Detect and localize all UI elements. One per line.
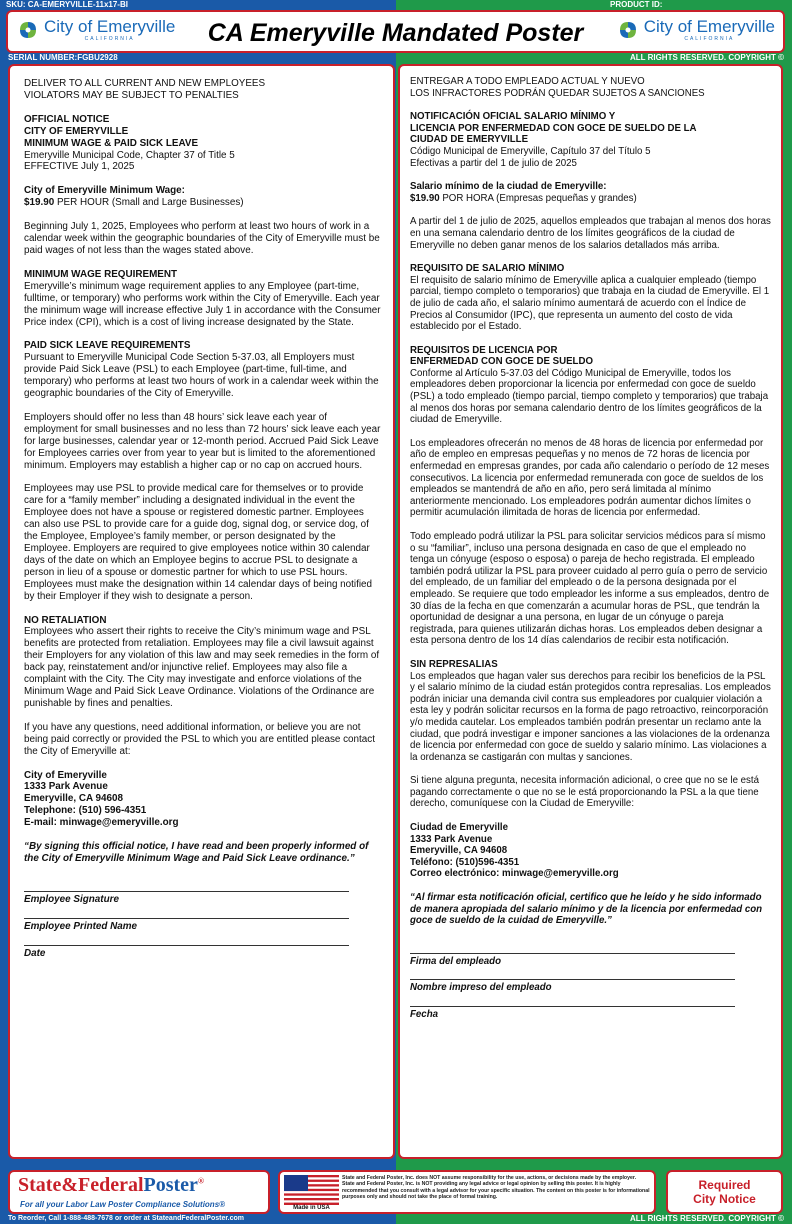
page-title: CA Emeryville Mandated Poster (207, 19, 584, 47)
contact-email: Correo electrónico: minwage@emeryville.org (410, 868, 619, 880)
notice-line-2: CITY OF EMERYVILLE (24, 125, 129, 137)
notice-line-3: CIUDAD DE EMERYVILLE (410, 134, 529, 146)
contact-city: Emeryville, CA 94608 (410, 845, 508, 857)
psl-hours-paragraph: Los empleadores ofrecerán no menos de 48 horas de licencia por enfermedad por año de empleo en empresas pequeñas y no menos de 72 horas de licencia por enfermedad en empresas grandes, por cada año calendario o período de 12 meses consecutivos. La licencia por enfermedad remunerada con goce de sueldos de los empleados se mantendrá de año en año, pero será limitada al mínimo anteriormente mencionado. Los empleadores podrán aumentar dichos límites o permitir acumulación ilimitada de horas de licencia por enfermedad. (410, 437, 770, 519)
section-heading: NO RETALIATION (24, 614, 107, 626)
made-in-usa: Made in USA (293, 1205, 330, 1211)
contact-block (410, 822, 771, 880)
minimum-wage-label: City of Emeryville Minimum Wage: (24, 185, 185, 197)
questions-paragraph: Si tiene alguna pregunta, necesita información adicional, o cree que no se le está pagando correctamente o que no se le está proporcionando la PSL a la que tiene derecho, comuníquese con la Ciudad de Emeryville: (410, 775, 759, 810)
violators-line: LOS INFRACTORES PODRÁN QUEDAR SUJETOS A SANCIONES (410, 87, 705, 99)
date-line[interactable]: Fecha (410, 1006, 735, 1021)
copyright-bottom: ALL RIGHTS RESERVED. COPYRIGHT © (629, 1214, 784, 1223)
intro-paragraph: Beginning July 1, 2025, Employees who perform at least two hours of work in a calendar week within the geographic boundaries of the City of Emeryville must be paid wages of not less than the wages stated above. (24, 221, 380, 256)
notice-line-3: MINIMUM WAGE & PAID SICK LEAVE (24, 137, 199, 149)
notice-line-1: NOTIFICACIÓN OFICIAL SALARIO MÍNIMO Y (410, 111, 616, 123)
logo-sub: CALIFORNIA (84, 36, 135, 42)
product-id-label: PRODUCT ID: (610, 0, 663, 9)
sku-label: SKU: CA-EMERYVILLE-11x17-BI (6, 0, 128, 9)
effective-line: EFFECTIVE July 1, 2025 (24, 161, 135, 173)
contact-city: Emeryville, CA 94608 (24, 793, 123, 805)
deliver-line: ENTREGAR A TODO EMPLEADO ACTUAL Y NUEVO (410, 76, 645, 87)
section-heading: PAID SICK LEAVE REQUIREMENTS (24, 340, 191, 352)
contact-name: City of Emeryville (24, 769, 107, 781)
section-body: Pursuant to Emeryville Municipal Code Section 5-37.03, all Employers must provide Paid Sick Leave (PSL) to each Employee (part-time, full-time, and temporary) who performs at least two hours of work in a calendar week within the geographic boundaries of the City of Emeryville. (24, 352, 379, 400)
section-heading: ENFERMEDAD CON GOCE DE SUELDO (410, 356, 593, 368)
city-notice-label: City Notice (693, 1192, 756, 1206)
contact-phone: Telephone: (510) 596-4351 (24, 805, 147, 817)
minimum-wage-label: Salario mínimo de la ciudad de Emeryville: (410, 181, 607, 193)
contact-phone: Teléfono: (510)596-4351 (410, 856, 520, 868)
required-notice-badge (666, 1170, 783, 1214)
disclaimer-text: State and Federal Poster, Inc. does NOT assume responsibility for the use, actions, or decisions made by the employer. State and Federal Poster, Inc. is NOT providing any legal advice or legal opinion by selling this poster. It is highly recommended that you consult with a legal advisor for your specific situation. The content on this poster is for informational purposes only and should not take the place of formal training. (342, 1175, 650, 1201)
psl-use-paragraph: Todo empleado podrá utilizar la PSL para solicitar servicios médicos para sí mismo o su “familiar”, incluso una persona designada en caso de que el empleado no tenga un cónyuge (esposo o esposa) o pareja de hecho registrada. El empleado también podrá utilizar la PSL para proveer cuidado al perro guía o perro de servicio del empleado, de un familiar del empleado o de la persona designada por el empleado. Se requiere que todo empleador les informe a sus empleados, dentro de 30 días de la fecha en que comenzarán a acumular horas de PSL, que tendrán la oportunidad de designar a una persona, en lugar de un cónyuge o pareja registrada, para quienes utilizarán dichas horas. Los empleados deben designar a esta persona dentro de los 14 días calendarios de recibir esta notificación. (410, 531, 770, 647)
section-heading: SIN REPRESALIAS (410, 658, 498, 670)
minimum-wage-rest: POR HORA (Empresas pequeñas y grandes) (439, 192, 637, 204)
section-body: Emeryville’s minimum wage requirement applies to any Employee (part-time, fulltime, or temporary) who performs work within the City of Emeryville. Each year the minimum wage will increase effective July 1 in accordance with the Consumer Price index (CPI), which is a cost of living increase designated by the State. (24, 280, 381, 328)
signature-statement: “By signing this official notice, I have read and been properly informed of the City of Emeryville Minimum Wage and Paid Sick Leave ordinance.” (24, 841, 369, 864)
brand-name (18, 1174, 204, 1197)
contact-name: Ciudad de Emeryville (410, 822, 508, 834)
minimum-wage-amount: $19.90 (410, 192, 440, 204)
section-body: Conforme al Artículo 5-37.03 del Código Municipal de Emeryville, todos los empleadores deben proporcionar la licencia por enfermedad con goce de sueldo (PSL) a todo empleado (tiempo parcial, tiempo completo y temporarios) que trabaja al menos dos horas por semana calendario dentro de los límites geográficos de la ciudad de Emeryville. (410, 367, 769, 426)
code-line: Emeryville Municipal Code, Chapter 37 of Title 5 (24, 149, 235, 161)
code-line: Código Municipal de Emeryville, Capítulo 37 del Título 5 (410, 145, 651, 157)
contact-block (24, 770, 381, 830)
printed-name-line[interactable]: Employee Printed Name (24, 918, 349, 933)
deliver-line: DELIVER TO ALL CURRENT AND NEW EMPLOYEES (24, 78, 266, 89)
notice-line-1: OFFICIAL NOTICE (24, 113, 110, 125)
disclaimer-box (278, 1170, 656, 1214)
minimum-wage-value (24, 197, 381, 209)
questions-paragraph: If you have any questions, need additional information, or believe you are not being paid correctly or provided the PSL to which you are entitled please contact the City of Emeryville at: (24, 721, 375, 757)
publisher-logo[interactable] (8, 1170, 270, 1214)
registered-mark: ® (197, 1176, 204, 1186)
required-label: Required (698, 1178, 751, 1192)
date-line[interactable]: Date (24, 945, 349, 960)
effective-line: Efectivas a partir del 1 de julio de 2025 (410, 157, 577, 169)
section-heading: REQUISITOS DE LICENCIA POR (410, 344, 558, 356)
logo-sub: CALIFORNIA (684, 36, 735, 42)
intro-paragraph: A partir del 1 de julio de 2025, aquellos empleados que trabajan al menos dos horas en una semana calendario dentro de los límites geográficos de la ciudad de Emeryville no deben ganar menos de los salarios detallados más arriba. (410, 216, 771, 251)
contact-email: E-mail: minwage@emeryville.org (24, 817, 179, 829)
contact-address: 1333 Park Avenue (410, 833, 493, 845)
city-of-emeryville-logo-icon (616, 18, 640, 42)
brand-part-b: Poster (143, 1174, 198, 1196)
violators-line: VIOLATORS MAY BE SUBJECT TO PENALTIES (24, 89, 239, 101)
printed-name-line[interactable]: Nombre impreso del empleado (410, 979, 735, 994)
poster-header (6, 10, 785, 53)
minimum-wage-amount: $19.90 (24, 197, 55, 209)
city-logo-right (616, 18, 775, 42)
logo-name: City of Emeryville (643, 17, 775, 36)
signature-line[interactable]: Employee Signature (24, 891, 349, 906)
reorder-line[interactable]: To Reorder, Call 1-888-488-7678 or order at StateandFederalPoster.com (8, 1215, 245, 1222)
signature-statement: “Al firmar esta notificación oficial, certifico que he leído y he sido informado de manera apropiada del salario mínimo y de la licencia por enfermedad con goce de sueldo de la cuidad de Emeryville.” (410, 892, 763, 927)
minimum-wage-value (410, 193, 771, 205)
brand-part-a: State&Federal (18, 1174, 144, 1196)
section-heading: REQUISITO DE SALARIO MÍNIMO (410, 263, 565, 275)
spanish-notice-panel (398, 64, 783, 1159)
brand-tagline: For all your Labor Law Poster Compliance Solutions® (20, 1200, 226, 1209)
notice-line-2: LICENCIA POR ENFERMEDAD CON GOCE DE SUELDO DE LA (410, 122, 697, 134)
psl-use-paragraph: Employees may use PSL to provide medical care for themselves or to provide care for a “family member” including a designated individual in the event the Employee does not have a spouse or registered domestic partner. Employees can also use PSL to provide care for a guide dog, signal dog, or service dog, of the Employee, Employee’s family member, or person designated by the Employee. Employers are required to give employees notice within 30 calendar days of the date on which an Employee begins to accrue PSL to designate a person in lieu of a spouse or domestic partner for which to use PSL hours. Employees must make the designation within 14 calendar days of being notified by their Employer if they wish to designate a person. (24, 483, 373, 602)
section-body: Employees who assert their rights to receive the City’s minimum wage and PSL benefits are protected from retaliation. Employees may file a civil lawsuit against their Employers for any violation of this law and may seek remedies in the form of back pay, reinstatement and/or injunctive relief. Employees may also file a complaint with the City. The City may investigate and enforce violations of the Minimum Wage and Paid Sick Leave Ordinance. Violations of the Ordinance are punishable by fines and penalties. (24, 626, 380, 709)
section-body: El requisito de salario mínimo de Emeryville aplica a cualquier empleado (tiempo parcial, tiempo completo o temporarios) que trabaja en la ciudad de Emeryville. El 1 de julio de cada año, el salario mínimo aumentará de acuerdo con el Índice de Precios al Consumidor (IPC), que representa un aumento del costo de vida establecido por el Estado. (410, 274, 770, 333)
copyright-top: ALL RIGHTS RESERVED. COPYRIGHT © (629, 53, 784, 62)
logo-name: City of Emeryville (44, 17, 176, 36)
section-body: Los empleados que hagan valer sus derechos para recibir los beneficios de la PSL y el salario mínimo de la ciudad están protegidos contra represalias. Los empleados podrán iniciar una demanda civil contra sus empleadores por cualquier violación a esta ley y podrán solicitar recursos en la forma de pago retroactivo, reincorporación y/o medida cautelar. Los empleados también podrán presentar un reclamo ante la ciudad, que podrá investigar e imponer sanciones a las violaciones de la ordenanza de licencia por enfermedad con goce de sueldo y salario mínimo. Las violaciones a la ordenanza se castigarán con multas y sanciones. (410, 670, 771, 763)
english-notice-panel (8, 64, 395, 1159)
psl-hours-paragraph: Employers should offer no less than 48 hours’ sick leave each year of employment for small businesses and no less than 72 hours’ sick leave each year for large businesses, calendar year or 12-month period. Accrued Paid Sick Leave for Employees carries over from year to year but is limited to the aforementioned minimum. Employers may establish a higher cap or no cap on accrued hours. (24, 411, 381, 471)
contact-address: 1333 Park Avenue (24, 781, 108, 793)
minimum-wage-rest: PER HOUR (Small and Large Businesses) (54, 197, 244, 209)
serial-number: SERIAL NUMBER:FGBU2928 (8, 53, 118, 62)
usa-flag-icon (284, 1175, 339, 1205)
signature-line[interactable]: Firma del empleado (410, 953, 735, 968)
section-heading: MINIMUM WAGE REQUIREMENT (24, 268, 178, 280)
